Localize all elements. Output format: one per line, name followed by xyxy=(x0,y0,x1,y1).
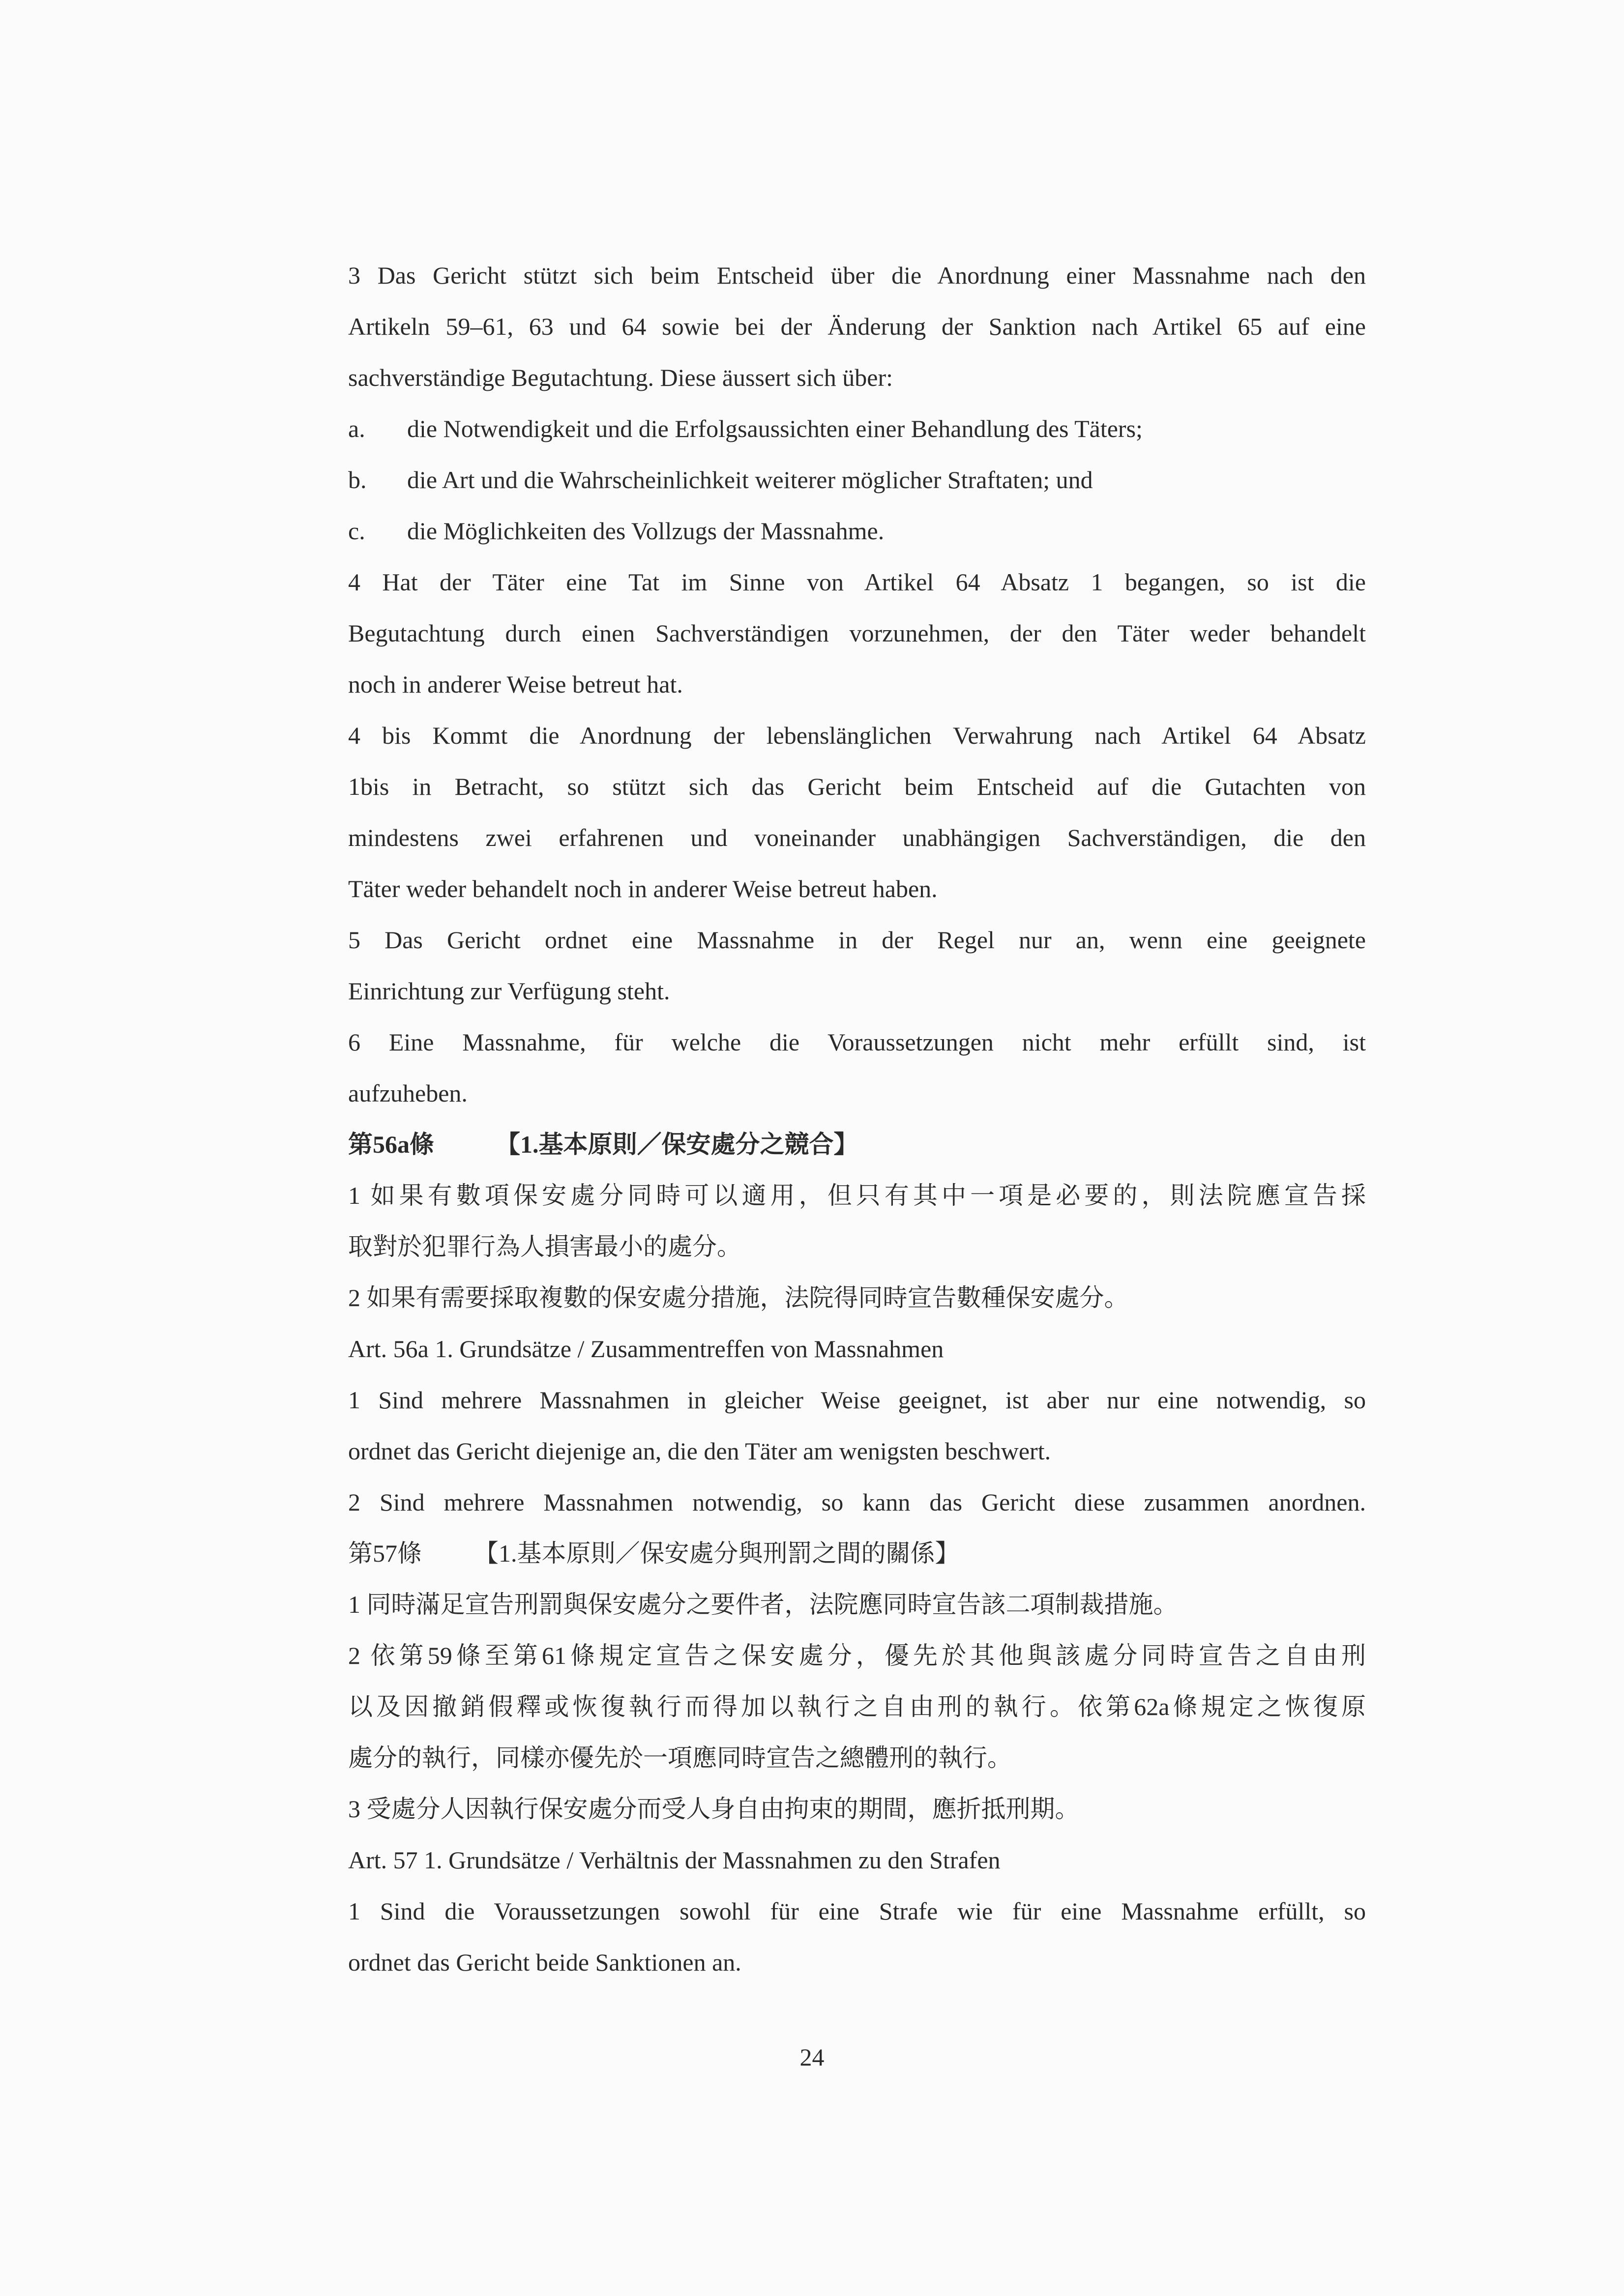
text-line: 2 Sind mehrere Massnahmen notwendig, so kann das Gericht diese zusammen anordnen. xyxy=(348,1488,1366,1516)
text-line: mindestens zwei erfahrenen und voneinander unabhängigen Sachverständigen, die den xyxy=(348,824,1366,851)
text-line: ordnet das Gericht beide Sanktionen an. xyxy=(348,1948,741,1976)
list-marker: c. xyxy=(348,517,365,545)
text-line: 以及因撤銷假釋或恢復執行而得加以執行之自由刑的執行。依第62a條規定之恢復原 xyxy=(348,1693,1366,1720)
text-line: 2 依第59條至第61條規定宣告之保安處分，優先於其他與該處分同時宣告之自由刑 xyxy=(348,1642,1366,1669)
article-title: 【1.基本原則／保安處分與刑罰之間的關係】 xyxy=(474,1540,960,1567)
text-line: 4 bis Kommt die Anordnung der lebenslänglichen Verwahrung nach Artikel 64 Absatz xyxy=(348,722,1366,749)
text-line: 1 如果有數項保安處分同時可以適用，但只有其中一項是必要的，則法院應宣告採 xyxy=(348,1182,1366,1209)
list-marker: b. xyxy=(348,466,367,494)
text-line: 6 Eine Massnahme, für welche die Voraussetzungen nicht mehr erfüllt sind, ist xyxy=(348,1028,1366,1056)
text-line: noch in anderer Weise betreut hat. xyxy=(348,670,683,698)
text-line: 處分的執行，同樣亦優先於一項應同時宣告之總體刑的執行。 xyxy=(348,1744,1012,1772)
text-line: 1 Sind die Voraussetzungen sowohl für eine Strafe wie für eine Massnahme erfüllt, so xyxy=(348,1897,1366,1925)
article-number: 第56a條 xyxy=(348,1131,434,1158)
text-line: 4 Hat der Täter eine Tat im Sinne von Artikel 64 Absatz 1 begangen, so ist die xyxy=(348,568,1366,596)
list-text: die Art und die Wahrscheinlichkeit weiterer möglicher Straftaten; und xyxy=(407,466,1093,494)
text-line: 1 Sind mehrere Massnahmen in gleicher Weise geeignet, ist aber nur eine notwendig, so xyxy=(348,1386,1366,1414)
article-heading xyxy=(348,1119,1366,1170)
text-line: 取對於犯罪行為人損害最小的處分。 xyxy=(348,1233,741,1260)
text-line: Einrichtung zur Verfügung steht. xyxy=(348,977,670,1005)
text-line: Täter weder behandelt noch in anderer Weise betreut haben. xyxy=(348,875,938,902)
list-text: die Notwendigkeit und die Erfolgsaussichten einer Behandlung des Täters; xyxy=(407,415,1143,442)
text-line: ordnet das Gericht diejenige an, die den Täter am wenigsten beschwert. xyxy=(348,1437,1051,1465)
text-line: Art. 57 1. Grundsätze / Verhältnis der Massnahmen zu den Strafen xyxy=(348,1846,1001,1874)
article-heading xyxy=(348,1528,1366,1579)
text-line: 1bis in Betracht, so stützt sich das Gericht beim Entscheid auf die Gutachten von xyxy=(348,773,1366,800)
list-item xyxy=(348,454,1366,505)
text-line: Artikeln 59–61, 63 und 64 sowie bei der Änderung der Sanktion nach Artikel 65 auf eine xyxy=(348,313,1366,340)
text-line: 3 Das Gericht stützt sich beim Entscheid über die Anordnung einer Massnahme nach den xyxy=(348,262,1366,289)
list-marker: a. xyxy=(348,415,365,442)
text-line: 3 受處分人因執行保安處分而受人身自由拘束的期間，應折抵刑期。 xyxy=(348,1795,1080,1823)
text-line: 1 同時滿足宣告刑罰與保安處分之要件者，法院應同時宣告該二項制裁措施。 xyxy=(348,1591,1178,1618)
text-line: sachverständige Begutachtung. Diese äussert sich über: xyxy=(348,364,893,391)
article-number: 第57條 xyxy=(348,1540,422,1567)
page-number: 24 xyxy=(799,2043,825,2071)
list-item xyxy=(348,403,1366,454)
list-item xyxy=(348,505,1366,556)
text-line: 2 如果有需要採取複數的保安處分措施，法院得同時宣告數種保安處分。 xyxy=(348,1284,1129,1311)
list-text: die Möglichkeiten des Vollzugs der Massnahme. xyxy=(407,517,885,545)
page-body xyxy=(348,250,1366,1988)
text-line: aufzuheben. xyxy=(348,1079,468,1107)
text-line: 5 Das Gericht ordnet eine Massnahme in der Regel nur an, wenn eine geeignete xyxy=(348,926,1366,954)
text-line: Begutachtung durch einen Sachverständigen vorzunehmen, der den Täter weder behandelt xyxy=(348,619,1366,647)
text-line: Art. 56a 1. Grundsätze / Zusammentreffen von Massnahmen xyxy=(348,1335,944,1363)
article-title: 【1.基本原則／保安處分之競合】 xyxy=(496,1131,858,1158)
